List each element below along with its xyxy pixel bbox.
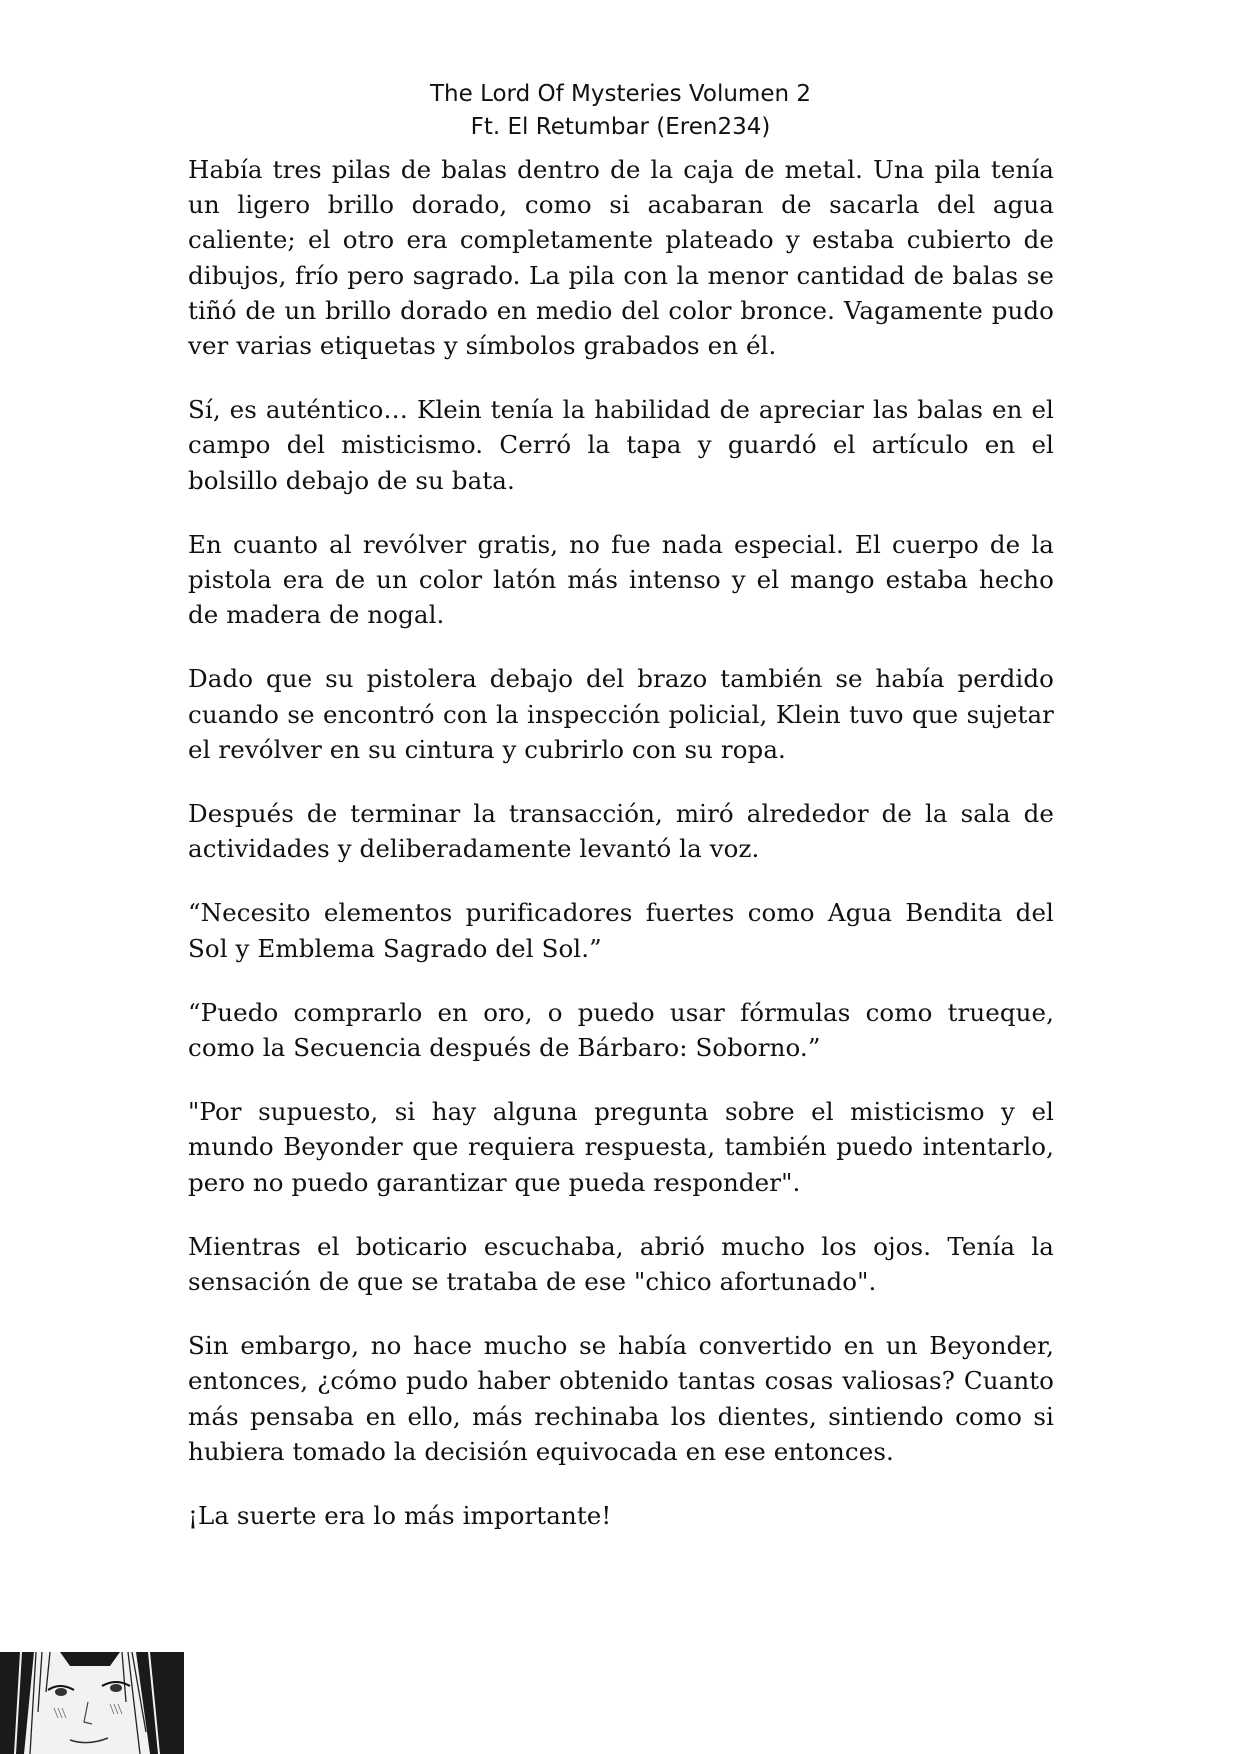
- book-title: The Lord Of Mysteries Volumen 2: [429, 81, 811, 107]
- paragraph: Mientras el boticario escuchaba, abrió mucho los ojos. Tenía la sensación de que se trataba de ese "chico afortunado".: [188, 1231, 1054, 1297]
- paragraph: Sin embargo, no hace mucho se había convertido en un Beyonder, entonces, ¿cómo pudo haber obtenido tantas cosas valiosas? Cuanto más pensaba en ello, más rechinaba los dientes, sintiendo como si hubiera tomado la decisión equivocada en ese entonces.: [188, 1331, 1054, 1466]
- paragraph: Había tres pilas de balas dentro de la caja de metal. Una pila tenía un ligero brillo dorado, como si acabaran de sacarla del agua caliente; el otro era completamente plateado y estaba cubierto de dibujos, frío pero sagrado. La pila con la menor cantidad de balas se tiñó de un brillo dorado en medio del color bronce. Vagamente pudo ver varias etiquetas y símbolos grabados en él.: [188, 155, 1054, 361]
- chapter-body: [188, 152, 1054, 1562]
- paragraph: Dado que su pistolera debajo del brazo también se había perdido cuando se encontró con la inspección policial, Klein tuvo que sujetar el revólver en su cintura y cubrirlo con su ropa.: [188, 664, 1054, 764]
- paragraph: Después de terminar la transacción, miró alrededor de la sala de actividades y deliberadamente levantó la voz.: [188, 799, 1054, 864]
- paragraph: “Necesito elementos purificadores fuertes como Agua Bendita del Sol y Emblema Sagrado del Sol.”: [188, 898, 1054, 963]
- paragraph: En cuanto al revólver gratis, no fue nada especial. El cuerpo de la pistola era de un color latón más intenso y el mango estaba hecho de madera de nogal.: [188, 529, 1054, 630]
- paragraph: Sí, es auténtico… Klein tenía la habilidad de apreciar las balas en el campo del misticismo. Cerró la tapa y guardó el artículo en el bolsillo debajo de su bata.: [188, 395, 1054, 495]
- paragraph: "Por supuesto, si hay alguna pregunta sobre el misticismo y el mundo Beyonder que requiera respuesta, también puedo intentarlo, pero no puedo garantizar que pueda responder".: [188, 1097, 1054, 1197]
- page-header: [0, 78, 1241, 144]
- paragraph: ¡La suerte era lo más importante!: [188, 1501, 612, 1531]
- paragraph: “Puedo comprarlo en oro, o puedo usar fórmulas como trueque, como la Secuencia después de Bárbaro: Soborno.”: [188, 997, 1054, 1063]
- translator-credit: Ft. El Retumbar (Eren234): [470, 114, 771, 140]
- manga-face-illustration: [0, 1652, 184, 1754]
